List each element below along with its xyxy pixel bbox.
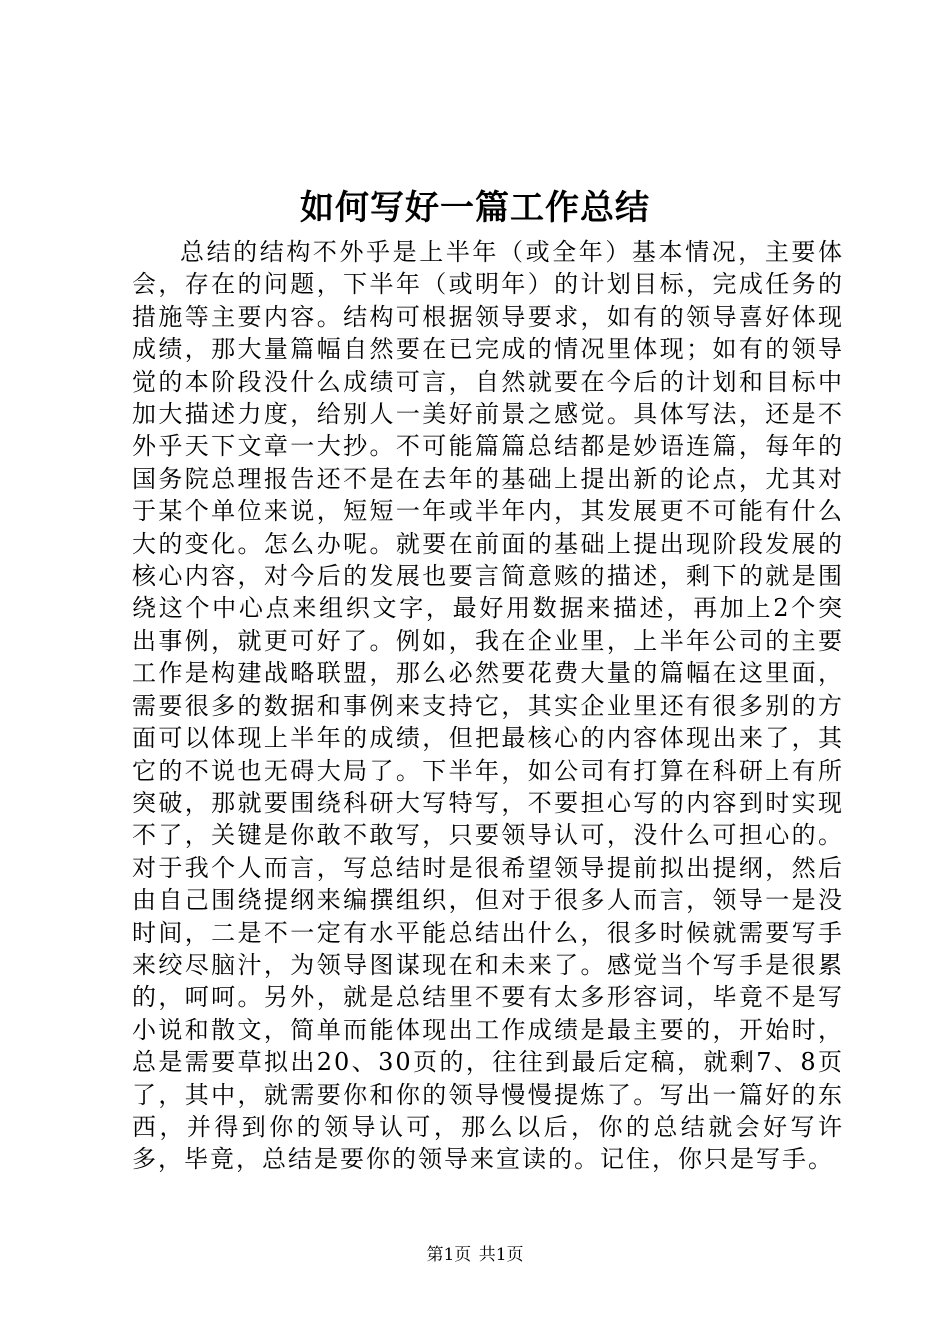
body-paragraph: 总结的结构不外乎是上半年（或全年）基本情况，主要体会，存在的问题，下半年（或明年）的计划目标，完成任务的措施等主要内容。结构可根据领导要求，如有的领导喜好体现成绩，那大量篇幅自然要在已完成的情况里体现；如有的领导觉的本阶段没什么成绩可言，自然就要在今后的计划和目标中加大描述力度，给别人一美好前景之感觉。具体写法，还是不外乎天下文章一大抄。不可能篇篇总结都是妙语连篇，每年的国务院总理报告还不是在去年的基础上提出新的论点，尤其对于某个单位来说，短短一年或半年内，其发展更不可能有什么大的变化。怎么办呢。就要在前面的基础上提出现阶段发展的核心内容，对今后的发展也要言简意赅的描述，剩下的就是围绕这个中心点来组织文字，最好用数据来描述，再加上2个突出事例，就更可好了。例如，我在企业里，上半年公司的主要工作是构建战略联盟，那么必然要花费大量的篇幅在这里面，需要很多的数据和事例来支持它，其实企业里还有很多别的方面可以体现上半年的成绩，但把最核心的内容体现出来了，其它的不说也无碍大局了。下半年，如公司有打算在科研上有所突破，那就要围绕科研大写特写，不要担心写的内容到时实现不了，关键是你敢不敢写，只要领导认可，没什么可担心的。对于我个人而言，写总结时是很希望领导提前拟出提纲，然后由自己围绕提纲来编撰组织，但对于很多人而言，领导一是没时间，二是不一定有水平能总结出什么，很多时候就需要写手来绞尽脑汁，为领导图谋现在和未来了。感觉当个写手是很累的，呵呵。另外，就是总结里不要有太多形容词，毕竟不是写小说和散文，简单而能体现出工作成绩是最主要的，开始时，总是需要草拟出20、30页的，往往到最后定稿，就剩7、8页了，其中，就需要你和你的领导慢慢提炼了。写出一篇好的东西，并得到你的领导认可，那么以后，你的总结就会好写许多，毕竟，总结是要你的领导来宣读的。记住，你只是写手。 <box>132 238 844 1174</box>
document-title: 如何写好一篇工作总结 <box>300 188 650 228</box>
page-footer <box>0 1244 950 1266</box>
page-total: 共1页 <box>478 1245 524 1265</box>
page-number: 第1页 <box>426 1245 472 1265</box>
